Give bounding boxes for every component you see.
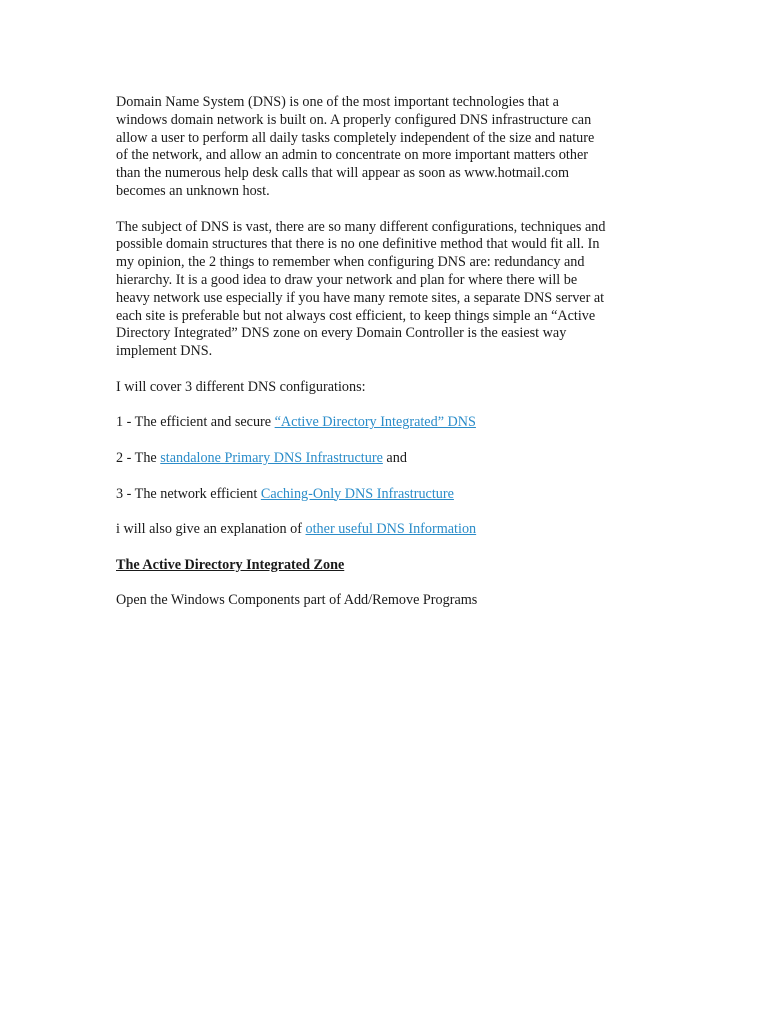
subject-line: each site is preferable but not always cost efficient, to keep things simple an “Active <box>116 307 596 324</box>
list-item <box>116 450 656 468</box>
active-directory-integrated-dns-link[interactable]: “Active Directory Integrated” DNS <box>274 414 476 431</box>
list-item-line <box>116 486 656 504</box>
list-item-line <box>116 450 656 468</box>
list-item-suffix: and <box>382 449 407 466</box>
intro-line: than the numerous help desk calls that will appear as soon as www.hotmail.com <box>116 165 569 182</box>
also-prefix: i will also give an explanation of <box>116 521 306 538</box>
subject-line: Directory Integrated” DNS zone on every Domain Controller is the easiest way <box>116 325 567 342</box>
intro-line: allow a user to perform all daily tasks completely independent of the size and nature <box>116 129 595 146</box>
list-item-line <box>116 414 656 432</box>
cover-intro-text: I will cover 3 different DNS configurations: <box>116 378 366 395</box>
paragraph-gap <box>116 432 656 450</box>
cover-intro-paragraph <box>116 379 656 397</box>
intro-paragraph <box>116 94 656 201</box>
subject-line: implement DNS. <box>116 343 213 360</box>
list-item <box>116 414 656 432</box>
paragraph-gap <box>116 361 656 379</box>
other-dns-information-link[interactable]: other useful DNS Information <box>305 521 477 538</box>
intro-line: of the network, and allow an admin to concentrate on more important matters other <box>116 147 588 164</box>
subject-line: heavy network use especially if you have many remote sites, a separate DNS server at <box>116 289 605 306</box>
paragraph-gap <box>116 468 656 486</box>
subject-paragraph <box>116 219 656 361</box>
caching-only-dns-link[interactable]: Caching-Only DNS Infrastructure <box>260 485 454 502</box>
paragraph-gap <box>116 503 656 521</box>
also-paragraph <box>116 521 656 539</box>
document-page <box>116 94 656 610</box>
list-item-prefix: 1 - The efficient and secure <box>116 414 275 431</box>
final-paragraph <box>116 592 656 610</box>
subject-line: my opinion, the 2 things to remember when configuring DNS are: redundancy and <box>116 254 585 271</box>
list-item-prefix: 2 - The <box>116 449 161 466</box>
list-item <box>116 486 656 504</box>
list-item-prefix: 3 - The network efficient <box>116 485 261 502</box>
subject-line: The subject of DNS is vast, there are so many different configurations, techniques and <box>116 218 606 235</box>
final-line: Open the Windows Components part of Add/Remove Programs <box>116 592 478 609</box>
section-heading: The Active Directory Integrated Zone <box>116 556 345 573</box>
paragraph-gap <box>116 397 656 415</box>
intro-line: windows domain network is built on. A properly configured DNS infrastructure can <box>116 111 592 128</box>
paragraph-gap <box>116 201 656 219</box>
subject-line: hierarchy. It is a good idea to draw your network and plan for where there will be <box>116 271 578 288</box>
intro-line: becomes an unknown host. <box>116 182 270 199</box>
section-heading-paragraph <box>116 557 656 575</box>
standalone-primary-dns-link[interactable]: standalone Primary DNS Infrastructure <box>160 449 383 466</box>
subject-line: possible domain structures that there is no one definitive method that would fit all. In <box>116 236 600 253</box>
also-line <box>116 521 656 539</box>
paragraph-gap <box>116 539 656 557</box>
paragraph-gap <box>116 575 656 593</box>
intro-line: Domain Name System (DNS) is one of the most important technologies that a <box>116 94 559 110</box>
